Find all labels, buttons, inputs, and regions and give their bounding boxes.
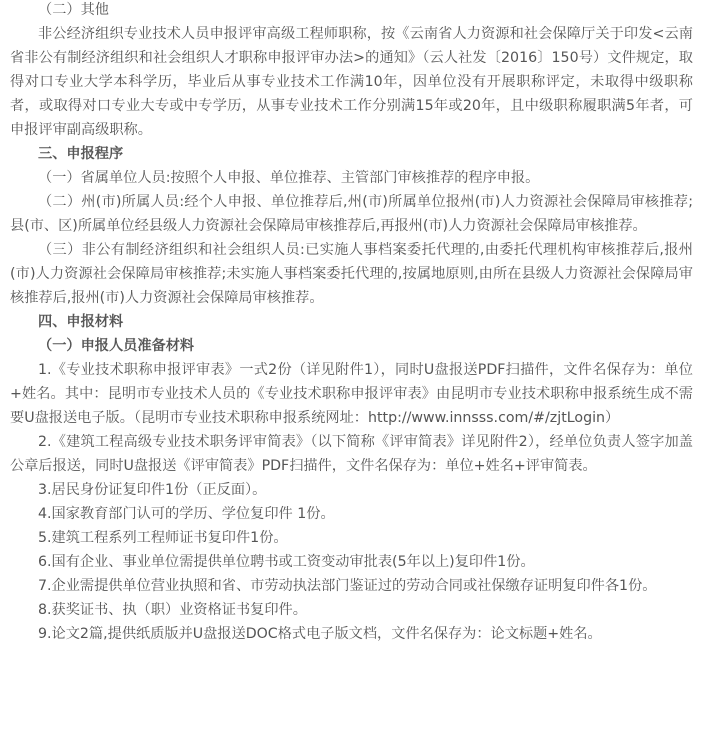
- material-item-3: 3.居民身份证复印件1份（正反面）。: [38, 482, 267, 498]
- material-item-7: 7.企业需提供单位营业执照和省、市劳动执法部门鉴证过的劳动合同或社保缴存证明复印件各1份。: [38, 578, 657, 594]
- material-item-5: 5.建筑工程系列工程师证书复印件1份。: [38, 530, 288, 546]
- section-3-item-3: （三）非公有制经济组织和社会组织人员:已实施人事档案委托代理的,由委托代理机构审核推荐后,报州(市)人力资源社会保障局审核推荐;未实施人事档案委托代理的,按属地原则,由所在县级人力资源社会保障局审核推荐后,报州(市)人力资源社会保障局审核推荐。: [10, 242, 693, 306]
- material-item-8: 8.获奖证书、执（职）业资格证书复印件。: [38, 602, 307, 618]
- section-2-other-heading: （二）其他: [38, 2, 109, 18]
- section-3-heading: 三、申报程序: [38, 146, 124, 162]
- section-2-other-paragraph: 非公经济组织专业技术人员申报评审高级工程师职称，按《云南省人力资源和社会保障厅关于印发<云南省非公有制经济组织和社会组织人才职称申报评审办法>的通知》（云人社发〔2016〕150号）文件规定，取得对口专业大学本科学历，毕业后从事专业技术工作满10年，因单位没有开展职称评定，未取得中级职称者，或取得对口专业大专或中专学历，从事专业技术工作分别满15年或20年，且中级职称履职满5年者，可申报评审副高级职称。: [10, 26, 693, 138]
- material-item-1: 1.《专业技术职称申报评审表》一式2份（详见附件1），同时U盘报送PDF扫描件，文件名保存为：单位+姓名。其中：昆明市专业技术人员的《专业技术职称申报评审表》由昆明市专业技术职称申报系统生成不需要U盘报送电子版。（昆明市专业技术职称申报系统网址：http://www.innsss.com/#/zjtLogin）: [10, 362, 693, 426]
- section-4-heading: 四、申报材料: [38, 314, 124, 330]
- material-item-9: 9.论文2篇,提供纸质版并U盘报送DOC格式电子版文档，文件名保存为：论文标题+姓名。: [38, 626, 602, 642]
- material-item-6: 6.国有企业、事业单位需提供单位聘书或工资变动审批表(5年以上)复印件1份。: [38, 554, 535, 570]
- section-3-item-1: （一）省属单位人员:按照个人申报、单位推荐、主管部门审核推荐的程序申报。: [38, 170, 540, 186]
- material-item-4: 4.国家教育部门认可的学历、学位复印件 1份。: [38, 506, 335, 522]
- section-3-item-2: （二）州(市)所属人员:经个人申报、单位推荐后,州(市)所属单位报州(市)人力资源社会保障局审核推荐;县(市、区)所属单位经县级人力资源社会保障局审核推荐后,再报州(市)人力资源社会保障局审核推荐。: [10, 194, 693, 234]
- section-4-subheading: （一）申报人员准备材料: [38, 338, 195, 354]
- material-item-2: 2.《建筑工程高级专业技术职务评审简表》（以下简称《评审简表》详见附件2），经单位负责人签字加盖公章后报送，同时U盘报送《评审简表》PDF扫描件，文件名保存为：单位+姓名+评审简表。: [10, 434, 693, 474]
